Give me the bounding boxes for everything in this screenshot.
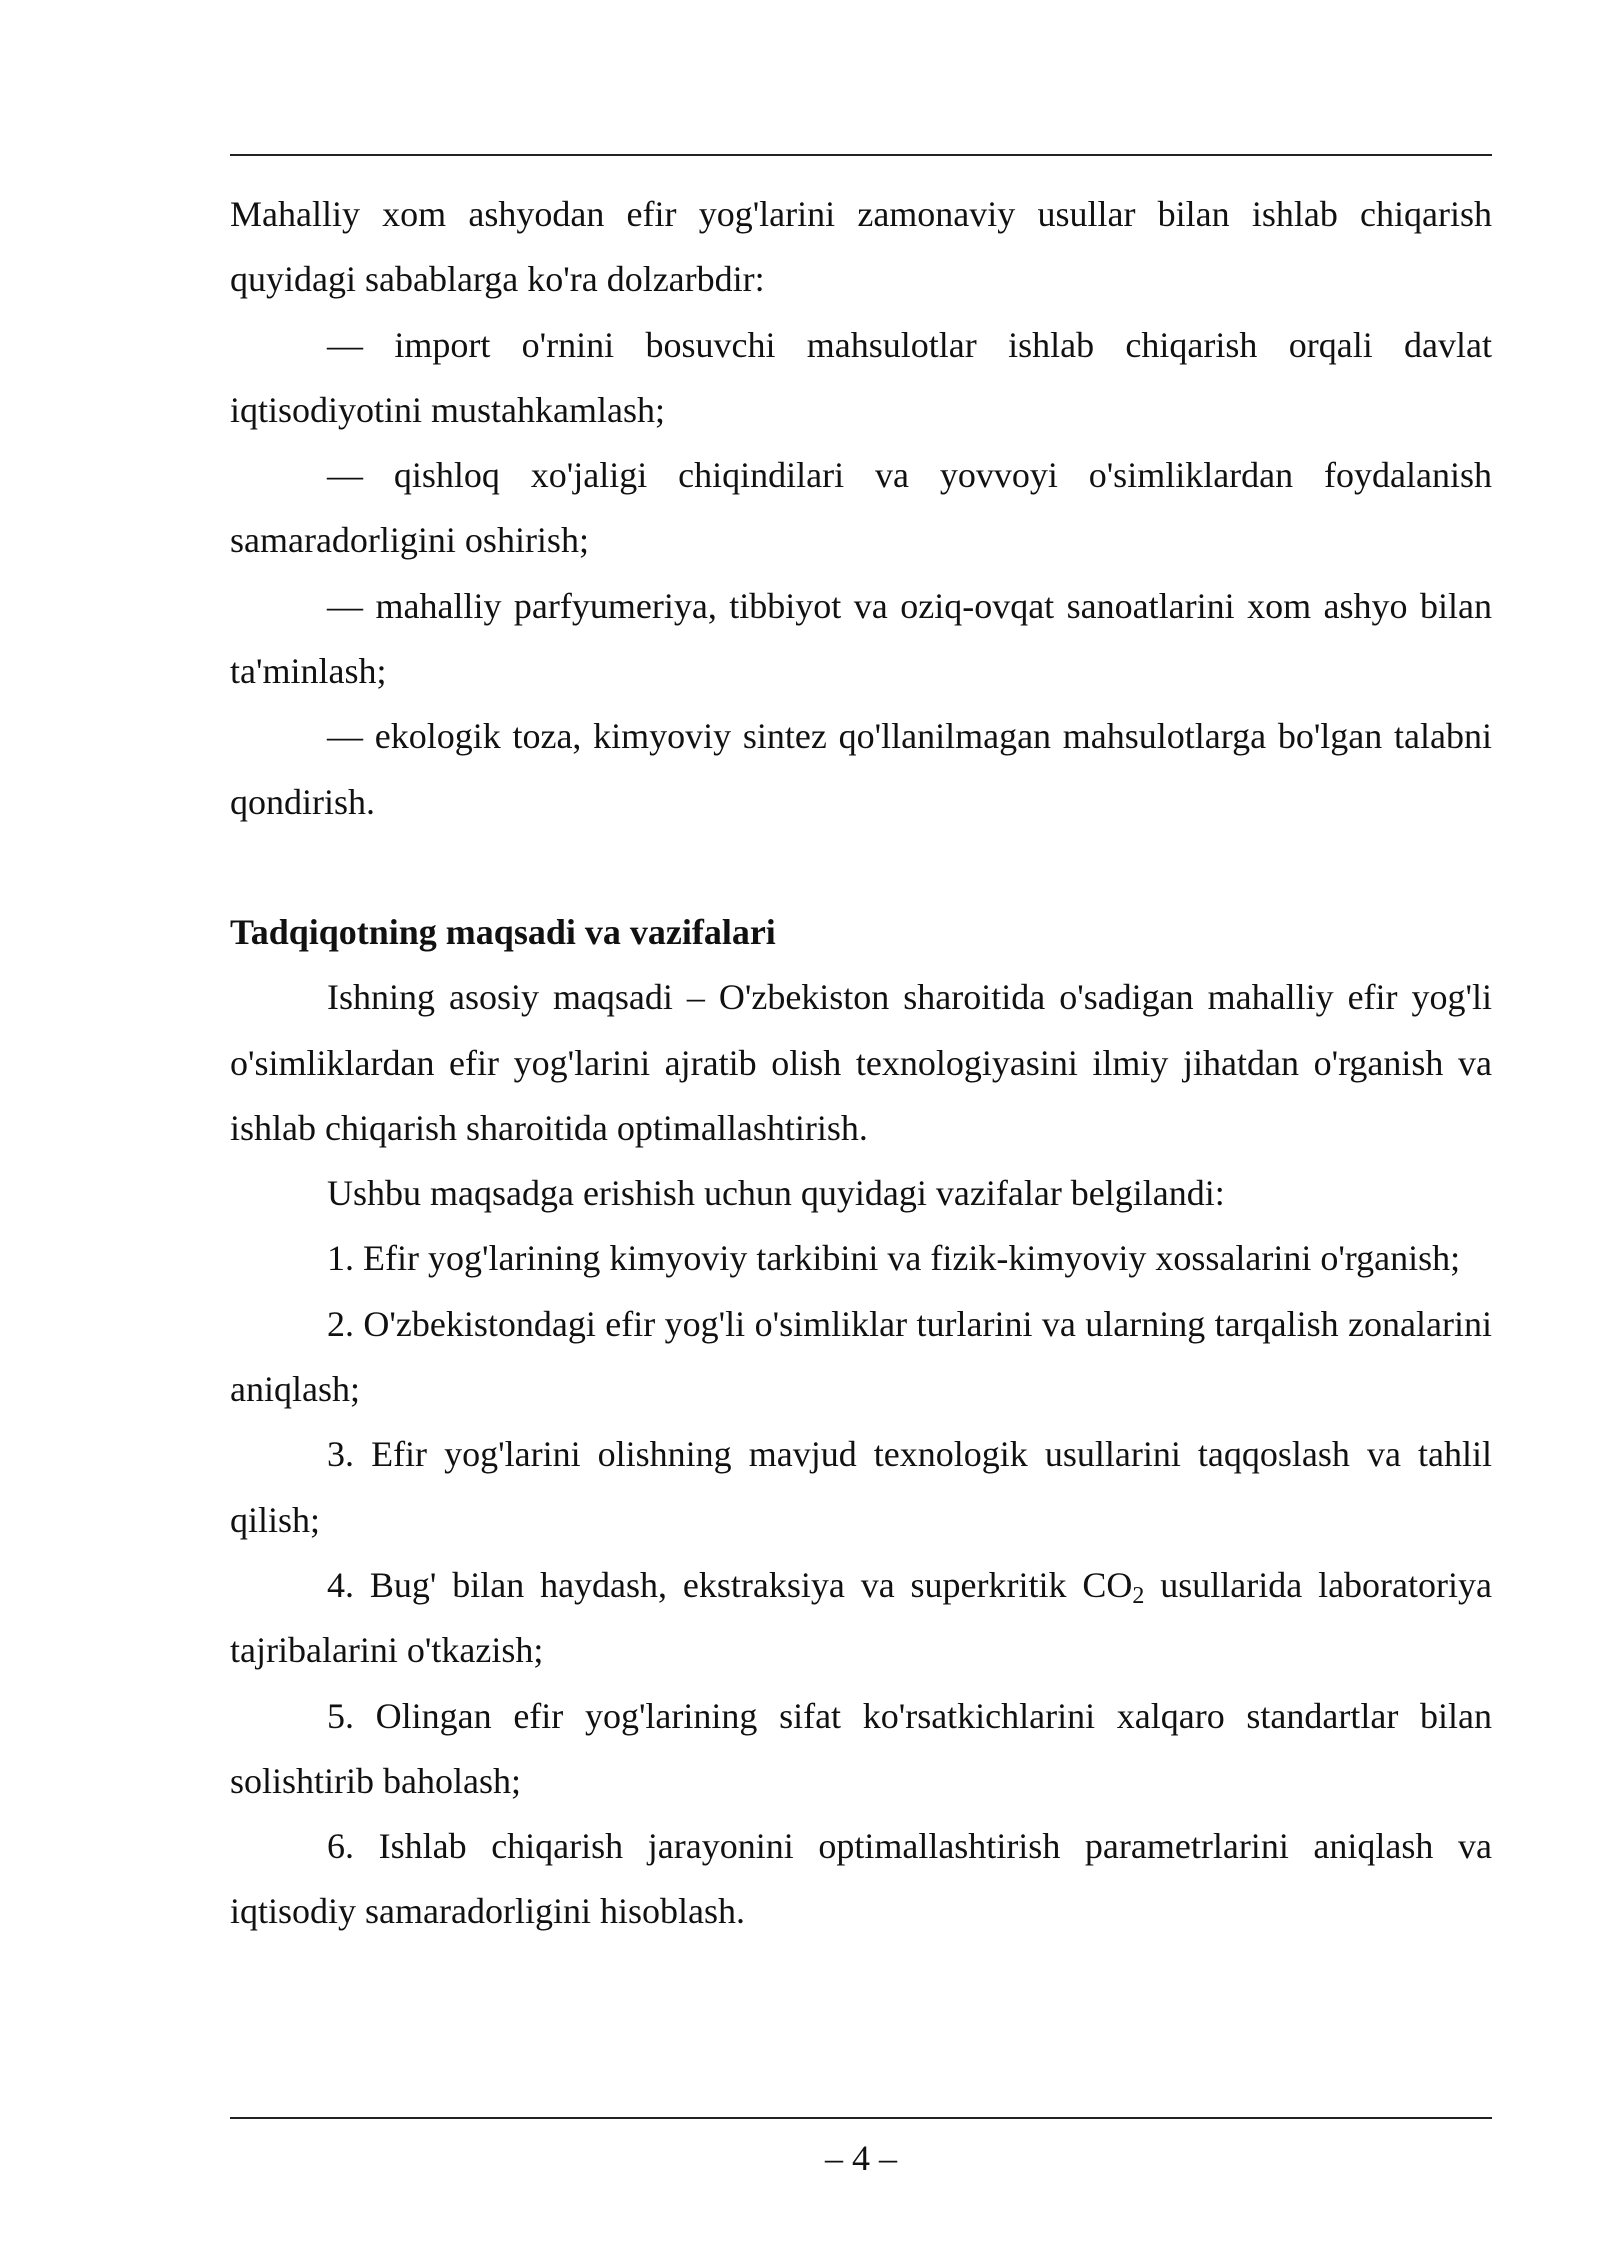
task-item: 6. Ishlab chiqarish jarayonini optimallashtirish parametrlarini aniqlash va iqtisodiy samaradorligini hisoblash. — [230, 1826, 1492, 1932]
task-4-text-end: usullarida laboratoriya tajribalarini o'tkazish; — [230, 1564, 1492, 1671]
footer-rule — [230, 2117, 1492, 2119]
page-number: – 4 – — [825, 2138, 897, 2178]
reason-item: — qishloq xo'jaligi chiqindilari va yovvoyi o'simliklardan foydalanish samaradorligini oshirish; — [230, 455, 1492, 561]
goal-paragraph: Ishning asosiy maqsadi – O'zbekiston sharoitida o'sadigan mahalliy efir yog'li o'simliklardan efir yog'larini ajratib olish texnologiyasini ilmiy jihatdan o'rganish va ishlab chiqarish sharoitida optimallashtirish. — [230, 977, 1492, 1148]
task-item — [230, 1553, 1492, 1684]
task-item: 2. O'zbekistondagi efir yog'li o'simliklar turlarini va ularning tarqalish zonalarini aniqlash; — [230, 1303, 1492, 1410]
task-item: 3. Efir yog'larini olishning mavjud texnologik usullarini taqqoslash va tahlil qilish; — [230, 1434, 1492, 1540]
section-spacer — [230, 835, 1492, 900]
intro-paragraph: Mahalliy xom ashyodan efir yog'larini zamonaviy usullar bilan ishlab chiqarish quyidagi sabablarga ko'ra dolzarbdir: — [230, 194, 1492, 300]
co2-subscript: 2 — [1132, 1582, 1145, 1609]
reason-item: — mahalliy parfyumeriya, tibbiyot va oziq-ovqat sanoatlarini xom ashyo bilan ta'minlash; — [230, 585, 1492, 692]
reason-item: — ekologik toza, kimyoviy sintez qo'llanilmagan mahsulotlarga bo'lgan talabni qondirish. — [230, 716, 1492, 822]
task-item: 1. Efir yog'larining kimyoviy tarkibini va fizik-kimyoviy xossalarini o'rganish; — [327, 1238, 1461, 1279]
header-rule — [230, 154, 1492, 156]
section-heading: Tadqiqotning maqsadi va vazifalari — [230, 911, 776, 952]
tasks-intro: Ushbu maqsadga erishish uchun quyidagi vazifalar belgilandi: — [327, 1173, 1225, 1214]
task-item: 5. Olingan efir yog'larining sifat ko'rsatkichlarini xalqaro standartlar bilan solishtirib baholash; — [230, 1695, 1492, 1801]
page-body — [230, 182, 1492, 1945]
reason-item: — import o'rnini bosuvchi mahsulotlar ishlab chiqarish orqali davlat iqtisodiyotini mustahkamlash; — [230, 324, 1492, 430]
task-4-text-start: 4. Bug' bilan haydash, ekstraksiya va superkritik CO — [327, 1564, 1133, 1605]
